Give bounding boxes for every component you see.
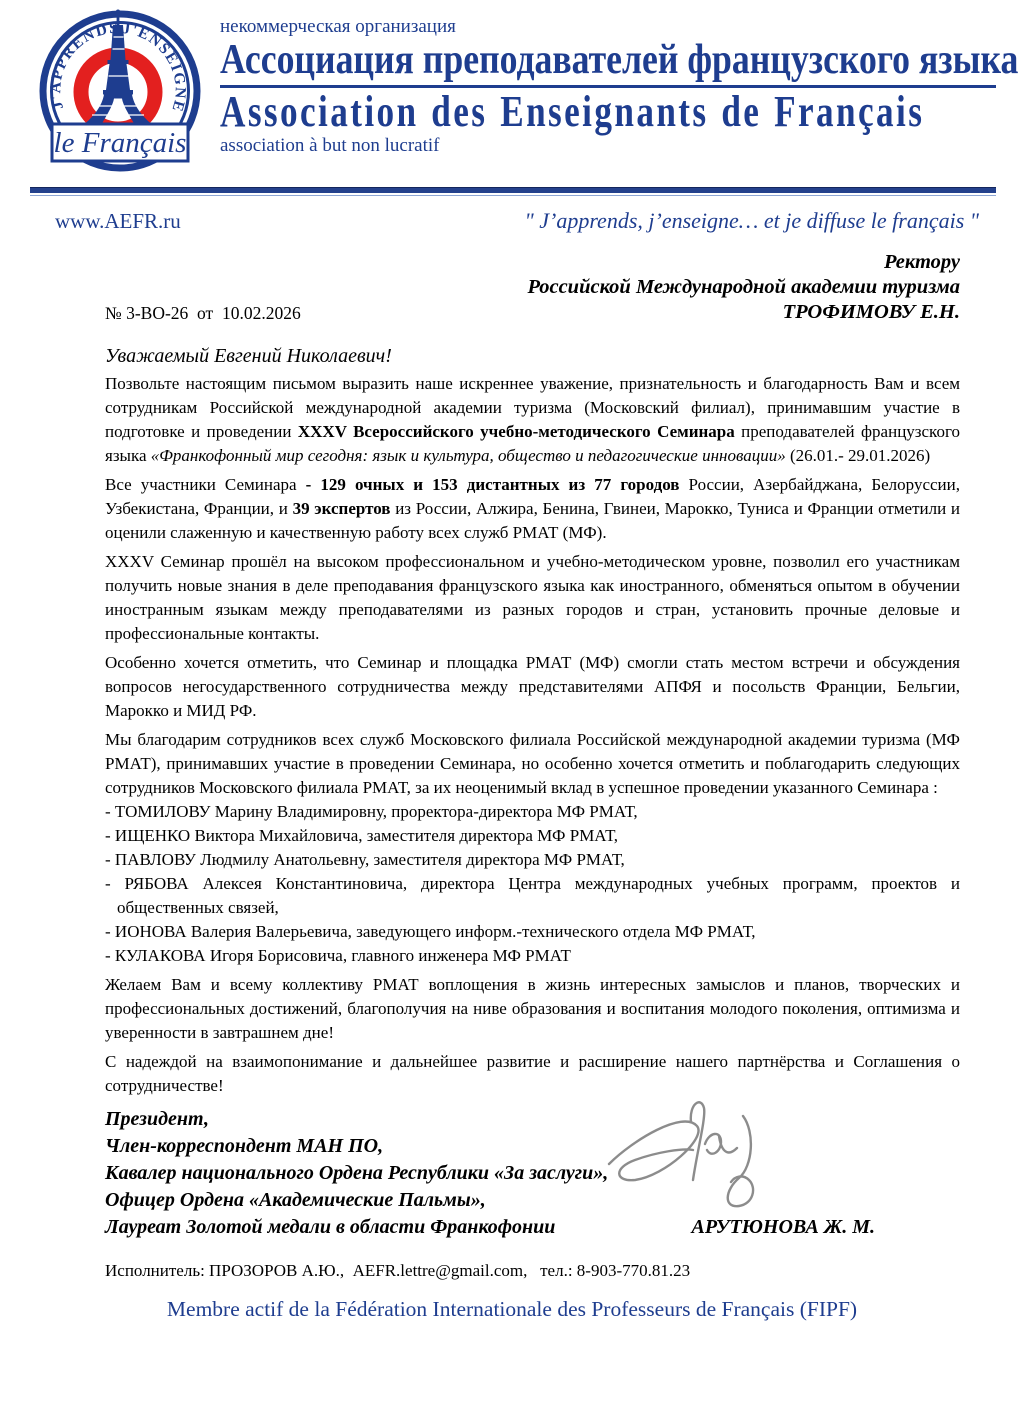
- thanks-list-item: - ИЩЕНКО Виктора Михайловича, заместителя директора МФ РМАТ,: [105, 826, 619, 845]
- paragraph-4: Особенно хочется отметить, что Семинар и площадка РМАТ (МФ) смогли стать местом встречи и обсуждения вопросов негосударственного сотрудничества между представителями АПФЯ и посольств Франции, Бельгии, Марокко и МИД РФ.: [105, 653, 960, 720]
- website-url: www.AEFR.ru: [55, 209, 181, 233]
- text-segment: из России, Алжира, Бенина, Гвинеи, Марокко, Туниса и Франции отметили и оценили слаженную и качественную работу всех служб РМАТ (МФ).: [105, 499, 961, 542]
- aefr-logo-image: [30, 6, 210, 176]
- paragraph-1: [105, 372, 960, 468]
- association-subtitle-fr: association à but non lucratif: [220, 135, 440, 157]
- recipient-wrap: [105, 250, 960, 325]
- text-segment: XXXV Всероссийского учебно-методического Семинара: [297, 422, 735, 441]
- signature-title-last: Лауреат Золотой медали в области Франкофонии: [105, 1216, 556, 1238]
- thanks-list-item: - РЯБОВА Алексея Константиновича, директора Центра международных учебных программ, проектов и общественных связей,: [105, 874, 960, 917]
- paragraph-7: С надеждой на взаимопонимание и дальнейшее развитие и расширение нашего партнёрства и Соглашения о сотрудничестве!: [105, 1052, 960, 1095]
- signatory-name: АРУТЮНОВА Ж. М.: [691, 1216, 875, 1238]
- thanks-list-item: - ИОНОВА Валерия Валерьевича, заведующего информ.-технического отдела МФ РМАТ,: [105, 922, 756, 941]
- logo-arc-left-text: J'APPRENDS: [47, 19, 120, 112]
- association-title-fr: Association des Enseignants de Français: [220, 87, 925, 137]
- ref-number: № 3-ВО-26 от 10.02.2026: [105, 303, 301, 323]
- thanks-list-item: - КУЛАКОВА Игоря Борисовича, главного инженера МФ РМАТ: [105, 946, 571, 965]
- motto-text: " J’apprends, j’enseigne… et je diffuse le français ": [524, 208, 979, 233]
- thanks-list-item: - ТОМИЛОВУ Марину Владимировну, проректора-директора МФ РМАТ,: [105, 802, 638, 821]
- signature-titles: [105, 1106, 960, 1214]
- paragraph-6: Желаем Вам и всему коллективу РМАТ воплощения в жизнь интересных замыслов и планов, творческих и профессиональных достижений, благополучия на ниве образования и воспитания молодого поколения, оптимизма и уверенности в завтрашнем дне!: [105, 975, 960, 1042]
- letterhead: [0, 0, 1024, 181]
- text-segment: преподавателей французского языка: [105, 422, 960, 465]
- header-rule-thin: [30, 195, 996, 196]
- org-type-label: некоммерческая организация: [220, 16, 456, 37]
- letter-body: [105, 250, 960, 1281]
- signature-block: [105, 1106, 960, 1241]
- tagline-row: [55, 208, 979, 234]
- membership-line: Membre actif de la Fédération Internationale des Professeurs de Français (FIPF): [166, 1297, 858, 1321]
- recipient-line: Ректору: [883, 251, 960, 273]
- text-segment: Все участники Семинара: [105, 475, 306, 494]
- text-segment: - 129 очных и 153 дистантных из 77 городов: [305, 475, 680, 494]
- signature-title-line: Кавалер национального Ордена Республики «За заслуги»,: [105, 1162, 609, 1184]
- signature-title-line: Член-корреспондент МАН ПО,: [105, 1135, 384, 1157]
- paragraph-3: XXXV Семинар прошёл на высоком профессиональном и учебно-методическом уровне, позволил его участникам получить новые знания в деле преподавания французского языка как иностранного, обменяться опытом в обучении иностранным языкам между преподавателями из разных городов и стран, установить прочные деловые и профессиональные контакты.: [105, 552, 960, 643]
- header-rule: [30, 187, 996, 196]
- text-segment: России, Азербайджана, Белоруссии, Узбекистана, Франции, и: [105, 475, 960, 518]
- logo-banner-text: le Français: [53, 127, 187, 159]
- association-title-ru: Ассоциация преподавателей французского языка: [220, 37, 1019, 83]
- text-segment: Позвольте настоящим письмом выразить наше искреннее уважение, признательность и благодарность Вам и всем сотрудникам Российской международной академии туризма (Московский филиал), принимавшим участие в подготовке и проведении: [105, 374, 960, 441]
- paragraph-2: [105, 473, 960, 545]
- salutation: Уважаемый Евгений Николаевич!: [105, 345, 392, 367]
- header-rule-bar: [30, 187, 996, 193]
- signature-title-line: Президент,: [105, 1108, 210, 1130]
- letterhead-text: [220, 6, 1019, 181]
- executor-line: Исполнитель: ПРОЗОРОВ А.Ю., AEFR.lettre@gmail.com, тел.: 8-903-770.81.23: [105, 1261, 691, 1280]
- paragraph-5: Мы благодарим сотрудников всех служб Московского филиала Российской международной академии туризма (МФ РМАТ), принимавших участие в проведении Семинара, но особенно хочется отметить и поблагодарить следующих сотрудников Московского филиала РМАТ, за их неоценимый вклад в успешное проведении указанного Семинара :: [105, 730, 960, 797]
- logo-arc-right-text: J'ENSEIGNE: [121, 20, 189, 115]
- signature-title-line: Офицер Ордена «Академические Пальмы»,: [105, 1189, 486, 1211]
- text-segment: «Франкофонный мир сегодня: язык и культура, общество и педагогические инновации»: [150, 446, 786, 465]
- aefr-logo: [30, 6, 210, 181]
- thanks-list: [105, 800, 960, 968]
- recipient-line: ТРОФИМОВУ Е.Н.: [782, 301, 960, 323]
- text-segment: (26.01.- 29.01.2026): [785, 446, 931, 465]
- thanks-list-item: - ПАВЛОВУ Людмилу Анатольевну, заместителя директора МФ РМАТ,: [105, 850, 625, 869]
- recipient-line: Российской Международной академии туризма: [527, 276, 960, 298]
- text-segment: 39 экспертов: [292, 499, 391, 518]
- signature-last-row: [105, 1214, 960, 1241]
